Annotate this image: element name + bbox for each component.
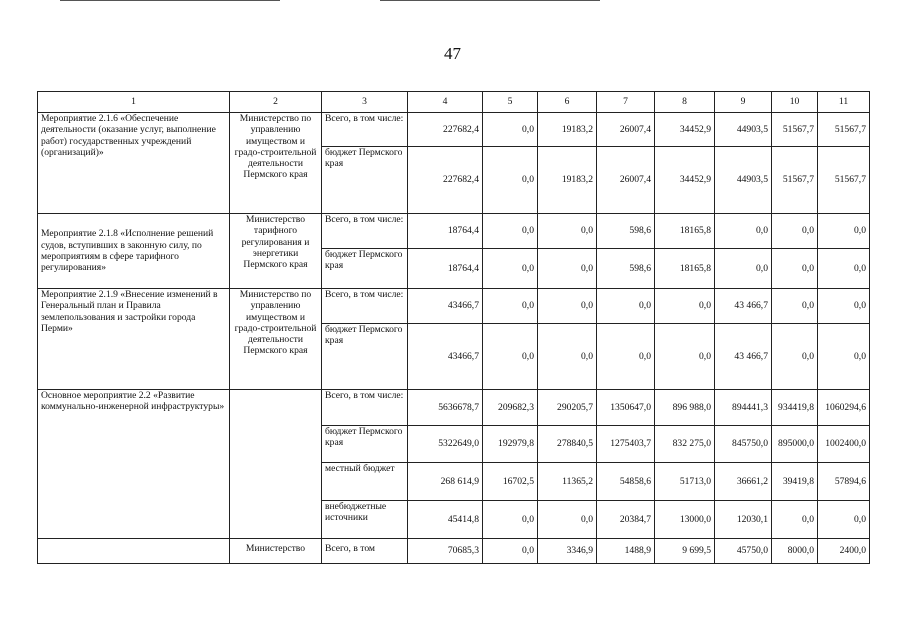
value-cell: 0,0 bbox=[772, 214, 818, 249]
value-cell: 934419,8 bbox=[772, 390, 818, 426]
value-cell: 16702,5 bbox=[483, 463, 538, 501]
header-cell: 4 bbox=[408, 92, 483, 113]
value-cell: 0,0 bbox=[483, 147, 538, 214]
value-cell: 8000,0 bbox=[772, 539, 818, 564]
measure-name: Основное мероприятие 2.2 «Развитие коммунально-инженерной инфраструктуры» bbox=[38, 390, 230, 539]
header-cell: 3 bbox=[322, 92, 408, 113]
value-cell: 0,0 bbox=[538, 214, 597, 249]
value-cell: 20384,7 bbox=[597, 501, 655, 539]
funding-source: Всего, в том числе: bbox=[322, 113, 408, 147]
value-cell: 0,0 bbox=[483, 249, 538, 289]
value-cell: 0,0 bbox=[483, 501, 538, 539]
value-cell: 19183,2 bbox=[538, 147, 597, 214]
responsible-org: Министерство тарифного регулирования и энергетики Пермского края bbox=[230, 214, 322, 289]
value-cell: 43 466,7 bbox=[715, 324, 772, 390]
value-cell: 0,0 bbox=[483, 539, 538, 564]
measure-name: Мероприятие 2.1.9 «Внесение изменений в Генеральный план и Правила землепользования и застройки города Перми» bbox=[38, 289, 230, 390]
value-cell: 0,0 bbox=[538, 249, 597, 289]
funding-source: бюджет Пермского края bbox=[322, 324, 408, 390]
header-cell: 11 bbox=[818, 92, 870, 113]
value-cell: 0,0 bbox=[772, 289, 818, 324]
funding-source: внебюджетные источники bbox=[322, 501, 408, 539]
value-cell: 0,0 bbox=[818, 501, 870, 539]
value-cell: 43466,7 bbox=[408, 289, 483, 324]
funding-source: Всего, в том bbox=[322, 539, 408, 564]
value-cell: 598,6 bbox=[597, 214, 655, 249]
value-cell: 1275403,7 bbox=[597, 426, 655, 463]
value-cell: 0,0 bbox=[715, 214, 772, 249]
funding-source: Всего, в том числе: bbox=[322, 289, 408, 324]
value-cell: 0,0 bbox=[818, 249, 870, 289]
value-cell: 57894,6 bbox=[818, 463, 870, 501]
table-row bbox=[38, 289, 870, 324]
value-cell: 43 466,7 bbox=[715, 289, 772, 324]
measure-name bbox=[38, 539, 230, 564]
measure-name: Мероприятие 2.1.6 «Обеспечение деятельности (оказание услуг, выполнение работ) государственных учреждений (организаций)» bbox=[38, 113, 230, 214]
value-cell: 51567,7 bbox=[772, 147, 818, 214]
header-cell: 6 bbox=[538, 92, 597, 113]
funding-source: бюджет Пермского края bbox=[322, 426, 408, 463]
header-row bbox=[38, 92, 870, 113]
funding-source: бюджет Пермского края bbox=[322, 249, 408, 289]
value-cell: 0,0 bbox=[483, 113, 538, 147]
value-cell: 54858,6 bbox=[597, 463, 655, 501]
value-cell: 278840,5 bbox=[538, 426, 597, 463]
value-cell: 44903,5 bbox=[715, 147, 772, 214]
value-cell: 18764,4 bbox=[408, 214, 483, 249]
table-row bbox=[38, 113, 870, 147]
value-cell: 192979,8 bbox=[483, 426, 538, 463]
value-cell: 45750,0 bbox=[715, 539, 772, 564]
value-cell: 51567,7 bbox=[818, 113, 870, 147]
value-cell: 39419,8 bbox=[772, 463, 818, 501]
table-row bbox=[38, 539, 870, 564]
value-cell: 0,0 bbox=[483, 289, 538, 324]
value-cell: 18764,4 bbox=[408, 249, 483, 289]
measure-name: Мероприятие 2.1.8 «Исполнение решений судов, вступивших в законную силу, по мероприятиям в сфере тарифного регулирования» bbox=[38, 214, 230, 289]
value-cell: 3346,9 bbox=[538, 539, 597, 564]
value-cell: 70685,3 bbox=[408, 539, 483, 564]
value-cell: 0,0 bbox=[538, 501, 597, 539]
value-cell: 36661,2 bbox=[715, 463, 772, 501]
header-cell: 8 bbox=[655, 92, 715, 113]
value-cell: 0,0 bbox=[538, 289, 597, 324]
funding-source: Всего, в том числе: bbox=[322, 214, 408, 249]
value-cell: 290205,7 bbox=[538, 390, 597, 426]
value-cell: 0,0 bbox=[483, 214, 538, 249]
value-cell: 43466,7 bbox=[408, 324, 483, 390]
value-cell: 1060294,6 bbox=[818, 390, 870, 426]
value-cell: 896 988,0 bbox=[655, 390, 715, 426]
value-cell: 5636678,7 bbox=[408, 390, 483, 426]
table-row bbox=[38, 214, 870, 249]
value-cell: 34452,9 bbox=[655, 147, 715, 214]
value-cell: 0,0 bbox=[772, 249, 818, 289]
value-cell: 11365,2 bbox=[538, 463, 597, 501]
value-cell: 51567,7 bbox=[772, 113, 818, 147]
value-cell: 845750,0 bbox=[715, 426, 772, 463]
value-cell: 227682,4 bbox=[408, 147, 483, 214]
table-row bbox=[38, 390, 870, 426]
value-cell: 18165,8 bbox=[655, 249, 715, 289]
value-cell: 0,0 bbox=[483, 324, 538, 390]
value-cell: 51567,7 bbox=[818, 147, 870, 214]
value-cell: 9 699,5 bbox=[655, 539, 715, 564]
top-rule-right bbox=[380, 0, 600, 1]
header-cell: 9 bbox=[715, 92, 772, 113]
responsible-org bbox=[230, 390, 322, 539]
value-cell: 0,0 bbox=[818, 214, 870, 249]
responsible-org: Министерство по управлению имуществом и градо-строительной деятельности Пермского края bbox=[230, 113, 322, 214]
value-cell: 1350647,0 bbox=[597, 390, 655, 426]
responsible-org: Министерство по управлению имуществом и градо-строительной деятельности Пермского края bbox=[230, 289, 322, 390]
value-cell: 0,0 bbox=[597, 289, 655, 324]
value-cell: 227682,4 bbox=[408, 113, 483, 147]
value-cell: 0,0 bbox=[597, 324, 655, 390]
value-cell: 0,0 bbox=[818, 324, 870, 390]
value-cell: 0,0 bbox=[772, 324, 818, 390]
value-cell: 44903,5 bbox=[715, 113, 772, 147]
value-cell: 268 614,9 bbox=[408, 463, 483, 501]
value-cell: 26007,4 bbox=[597, 113, 655, 147]
top-rule-left bbox=[60, 0, 280, 1]
value-cell: 895000,0 bbox=[772, 426, 818, 463]
value-cell: 0,0 bbox=[655, 324, 715, 390]
value-cell: 5322649,0 bbox=[408, 426, 483, 463]
value-cell: 0,0 bbox=[538, 324, 597, 390]
value-cell: 0,0 bbox=[818, 289, 870, 324]
funding-source: бюджет Пермского края bbox=[322, 147, 408, 214]
value-cell: 598,6 bbox=[597, 249, 655, 289]
funding-source: местный бюджет bbox=[322, 463, 408, 501]
value-cell: 26007,4 bbox=[597, 147, 655, 214]
value-cell: 13000,0 bbox=[655, 501, 715, 539]
value-cell: 832 275,0 bbox=[655, 426, 715, 463]
value-cell: 0,0 bbox=[655, 289, 715, 324]
header-cell: 1 bbox=[38, 92, 230, 113]
header-cell: 7 bbox=[597, 92, 655, 113]
value-cell: 894441,3 bbox=[715, 390, 772, 426]
value-cell: 1488,9 bbox=[597, 539, 655, 564]
value-cell: 209682,3 bbox=[483, 390, 538, 426]
value-cell: 18165,8 bbox=[655, 214, 715, 249]
funding-source: Всего, в том числе: bbox=[322, 390, 408, 426]
value-cell: 12030,1 bbox=[715, 501, 772, 539]
page-number: 47 bbox=[444, 44, 461, 63]
header-cell: 10 bbox=[772, 92, 818, 113]
value-cell: 45414,8 bbox=[408, 501, 483, 539]
header-cell: 2 bbox=[230, 92, 322, 113]
header-cell: 5 bbox=[483, 92, 538, 113]
value-cell: 51713,0 bbox=[655, 463, 715, 501]
value-cell: 34452,9 bbox=[655, 113, 715, 147]
value-cell: 2400,0 bbox=[818, 539, 870, 564]
value-cell: 1002400,0 bbox=[818, 426, 870, 463]
value-cell: 0,0 bbox=[715, 249, 772, 289]
value-cell: 0,0 bbox=[772, 501, 818, 539]
budget-table bbox=[37, 91, 870, 564]
value-cell: 19183,2 bbox=[538, 113, 597, 147]
responsible-org: Министерство bbox=[230, 539, 322, 564]
